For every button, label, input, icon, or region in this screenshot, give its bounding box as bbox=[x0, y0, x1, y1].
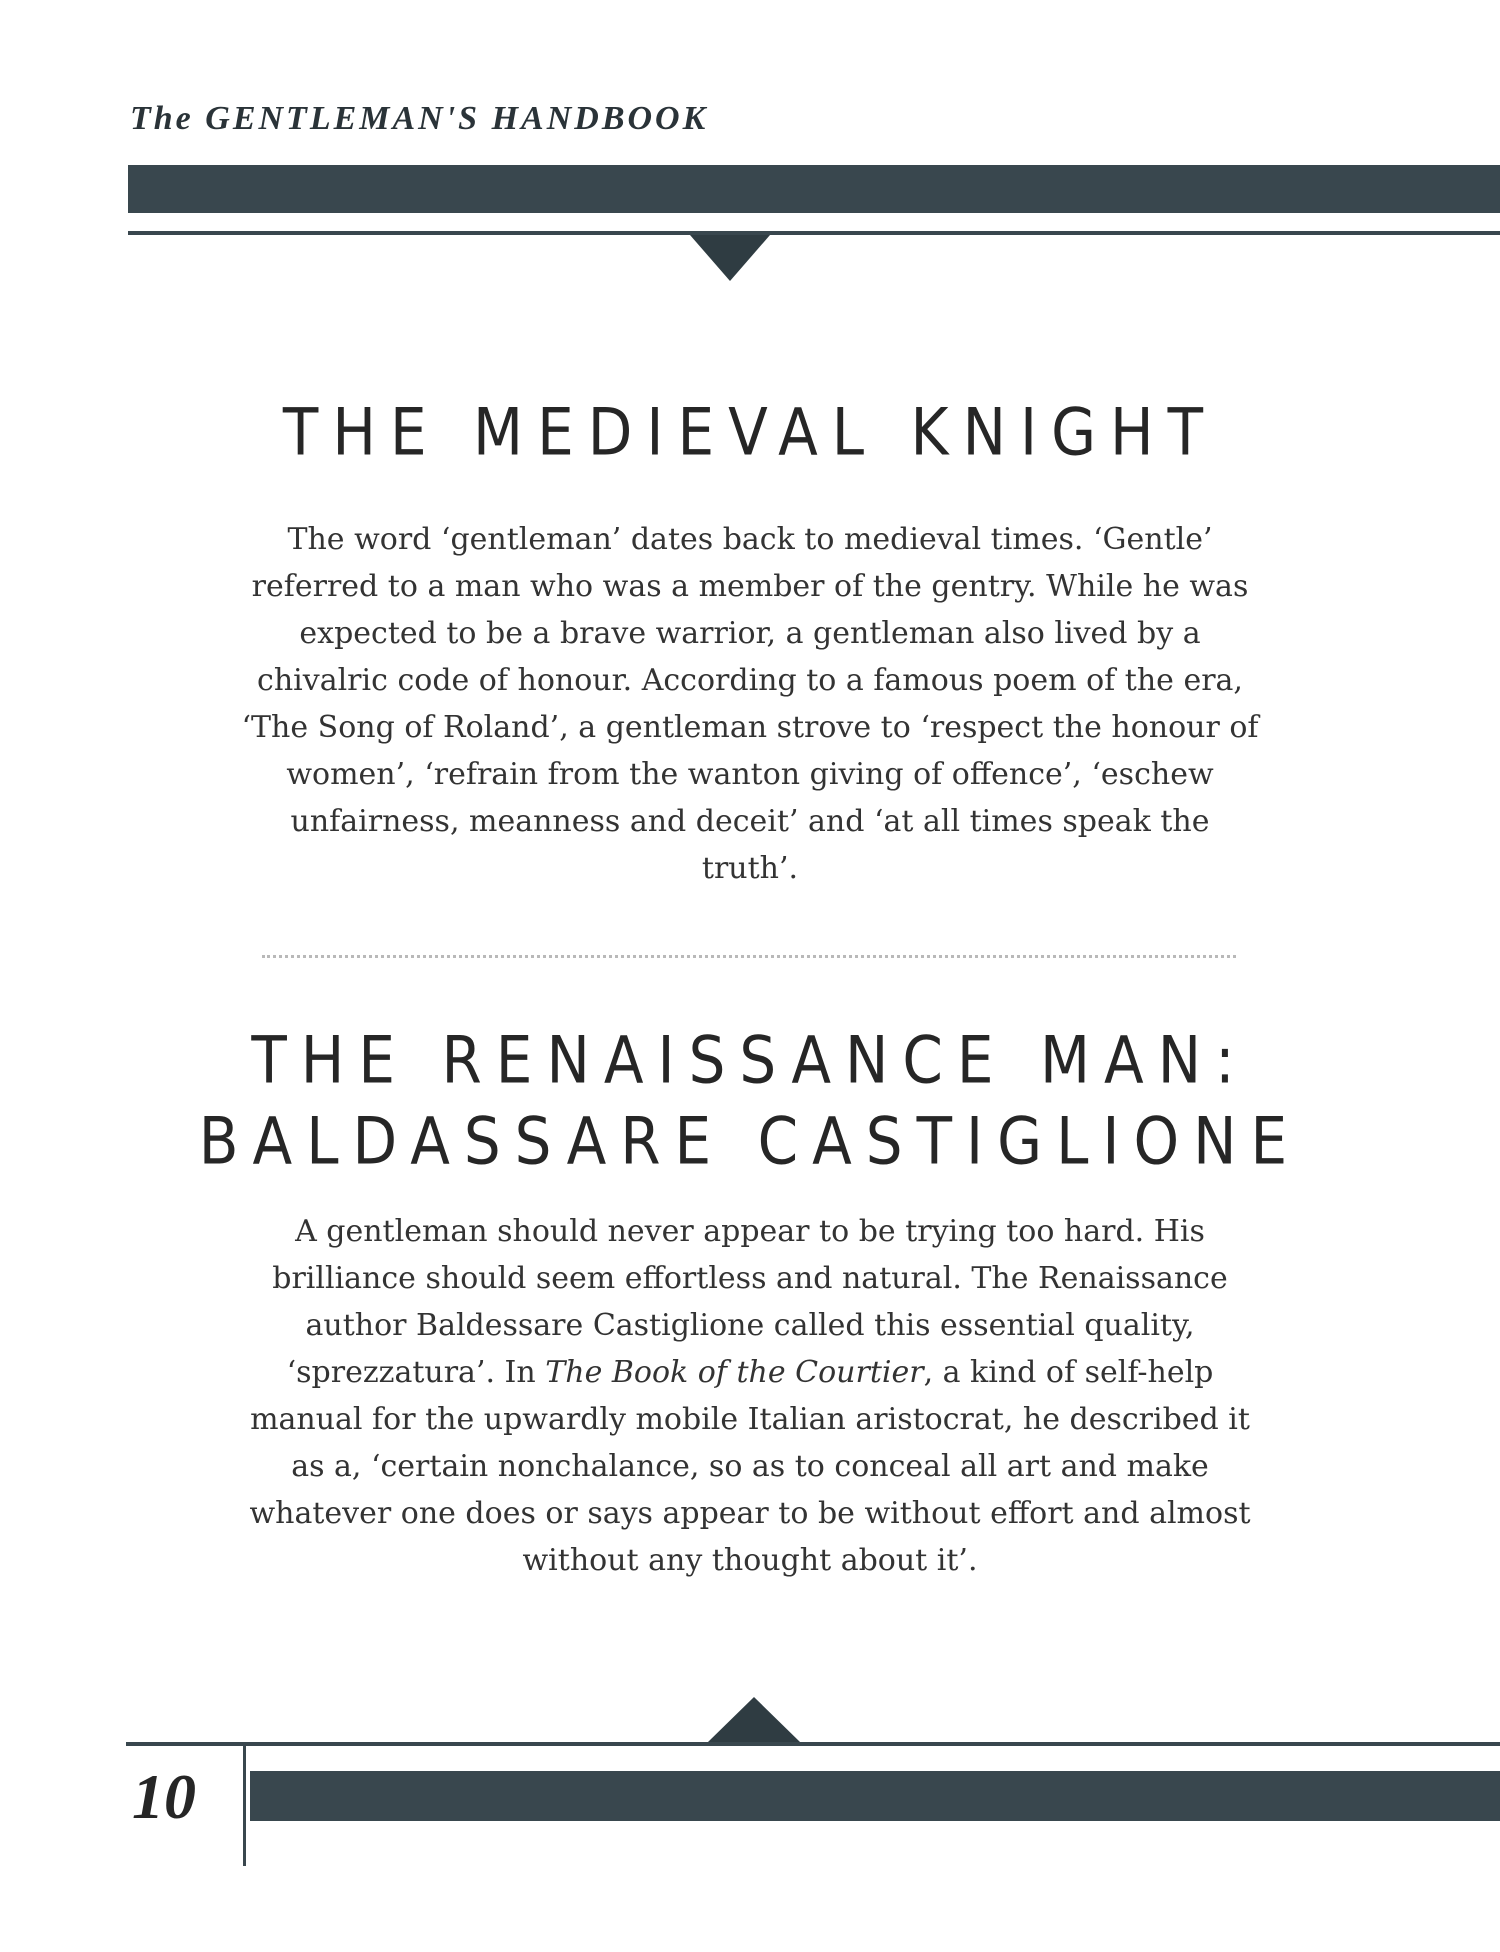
body-text-part-2: , a kind of self-help manual for the upwardly mobile Italian aristocrat, he described it as a, ‘certain nonchalance, so as to conceal all art and make whatever one does or says appear to be without effort and almost without any thought about it’. bbox=[249, 1355, 1251, 1578]
section-title-renaissance-man bbox=[0, 1020, 1500, 1181]
section-body-medieval-knight: The word ‘gentleman’ dates back to medieval times. ‘Gentle’ referred to a man who was a member of the gentry. While he was expected to be a brave warrior, a gentleman also lived by a chivalric code of honour. According to a famous poem of the era, ‘The Song of Roland’, a gentleman strove to ‘respect the honour of women’, ‘refrain from the wanton giving of offence’, ‘eschew unfairness, meanness and deceit’ and ‘at all times speak the truth’. bbox=[241, 522, 1259, 886]
up-arrow-icon bbox=[708, 1697, 800, 1742]
folio-divider bbox=[243, 1742, 246, 1866]
body-text-part-1: A gentleman should never appear to be trying too hard. His brilliance should seem effortless and natural. The Renaissance author Baldessare Castiglione called this essential quality, ‘sprezzatura’. In bbox=[272, 1214, 1228, 1390]
down-arrow-icon bbox=[690, 235, 770, 281]
dotted-divider bbox=[262, 955, 1236, 958]
section-title-medieval-knight: THE MEDIEVAL KNIGHT bbox=[282, 394, 1218, 471]
section-title-line-2: BALDASSARE CASTIGLIONE bbox=[198, 1102, 1302, 1180]
header-rule bbox=[128, 231, 1500, 235]
book-title: The Book of the Courtier bbox=[545, 1355, 924, 1390]
running-head: The GENTLEMAN'S HANDBOOK bbox=[130, 100, 709, 137]
section-title-line-1: THE RENAISSANCE MAN: bbox=[251, 1022, 1249, 1099]
footer-rule bbox=[126, 1742, 1500, 1746]
section-body-renaissance-man bbox=[240, 1208, 1260, 1584]
footer-band bbox=[250, 1771, 1500, 1821]
header-band bbox=[128, 165, 1500, 213]
page-number: 10 bbox=[132, 1761, 196, 1832]
